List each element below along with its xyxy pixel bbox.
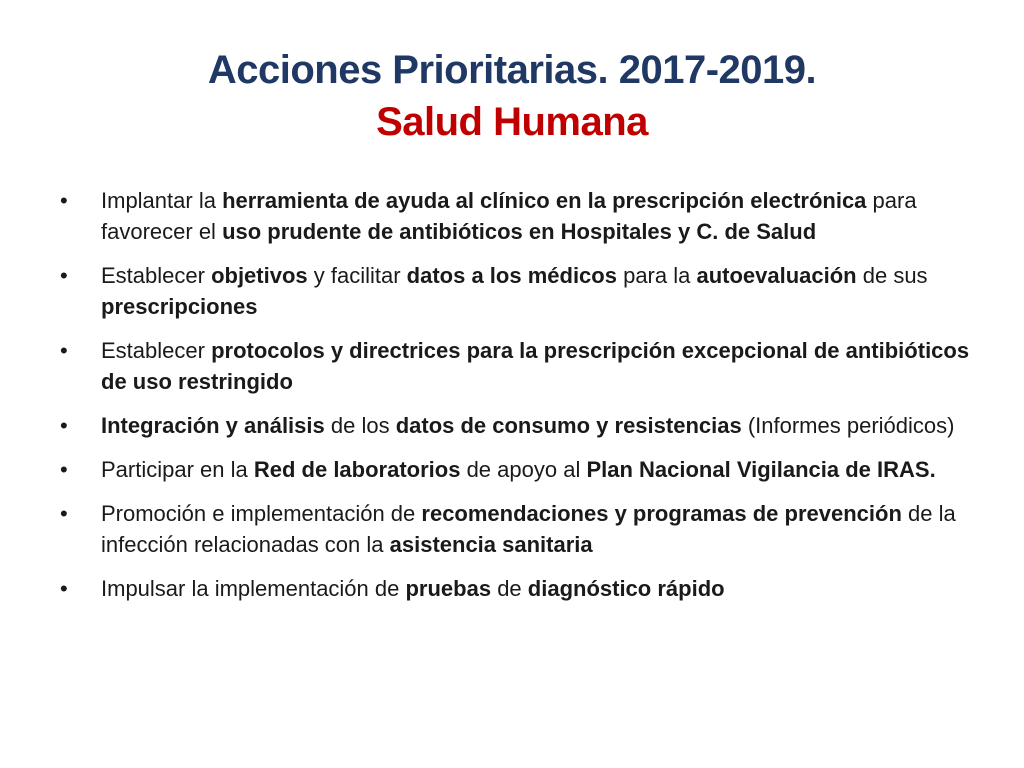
bullet-text: para la [616,263,697,288]
bullet-text-bold: autoevaluación [696,263,857,288]
bullet-dot-icon: • [60,501,68,526]
bullet-text: (Informes periódicos) [741,413,955,438]
bullet-text: Promoción e implementación de [101,501,422,526]
bullet-item [60,335,970,397]
bullet-text: de la infección relacionadas con la [101,501,956,557]
bullet-item [60,260,970,322]
bullet-item [60,454,970,485]
bullet-text: Establecer [101,263,212,288]
bullet-item [60,498,970,560]
bullet-text-bold: datos a los médicos [406,263,617,288]
bullet-text-bold: objetivos [211,263,308,288]
bullet-item [60,185,970,247]
bullet-text-bold: uso prudente de antibióticos en Hospitales y C. de Salud [222,219,817,244]
bullet-dot-icon: • [60,338,68,363]
bullet-text-bold: recomendaciones y programas de prevención [421,501,902,526]
bullet-text: para favorecer el [101,188,917,244]
bullet-text-bold: pruebas [405,576,492,601]
bullet-list [60,185,970,617]
bullet-text: Participar en la [101,457,254,482]
bullet-text: de sus [856,263,928,288]
bullet-text-bold: prescripciones [101,294,258,319]
bullet-text: Impulsar la implementación de [101,576,406,601]
bullet-text: de [491,576,528,601]
bullet-text-bold: asistencia sanitaria [389,532,593,557]
bullet-dot-icon: • [60,413,68,438]
bullet-text: de los [324,413,396,438]
bullet-text-bold: Red de laboratorios [253,457,461,482]
bullet-text: de apoyo al [460,457,587,482]
title-block [0,44,1024,148]
bullet-text-bold: protocolos y directrices para la prescripción excepcional de antibióticos de uso restringido [101,338,970,394]
bullet-text-bold: Integración y análisis [101,413,325,438]
bullet-text: Establecer [101,338,212,363]
bullet-text-bold: Plan Nacional Vigilancia de IRAS. [586,457,936,482]
bullet-dot-icon: • [60,188,68,213]
bullet-dot-icon: • [60,263,68,288]
slide-title: Acciones Prioritarias. 2017-2019. [207,48,817,92]
bullet-text-bold: herramienta de ayuda al clínico en la prescripción electrónica [222,188,867,213]
bullet-dot-icon: • [60,457,68,482]
bullet-dot-icon: • [60,576,68,601]
bullet-item [60,573,970,604]
slide-subtitle: Salud Humana [376,100,648,144]
bullet-text-bold: datos de consumo y resistencias [395,413,742,438]
bullet-text-bold: diagnóstico rápido [527,576,725,601]
bullet-item [60,410,970,441]
bullet-text: Implantar la [101,188,223,213]
bullet-text: y facilitar [307,263,407,288]
